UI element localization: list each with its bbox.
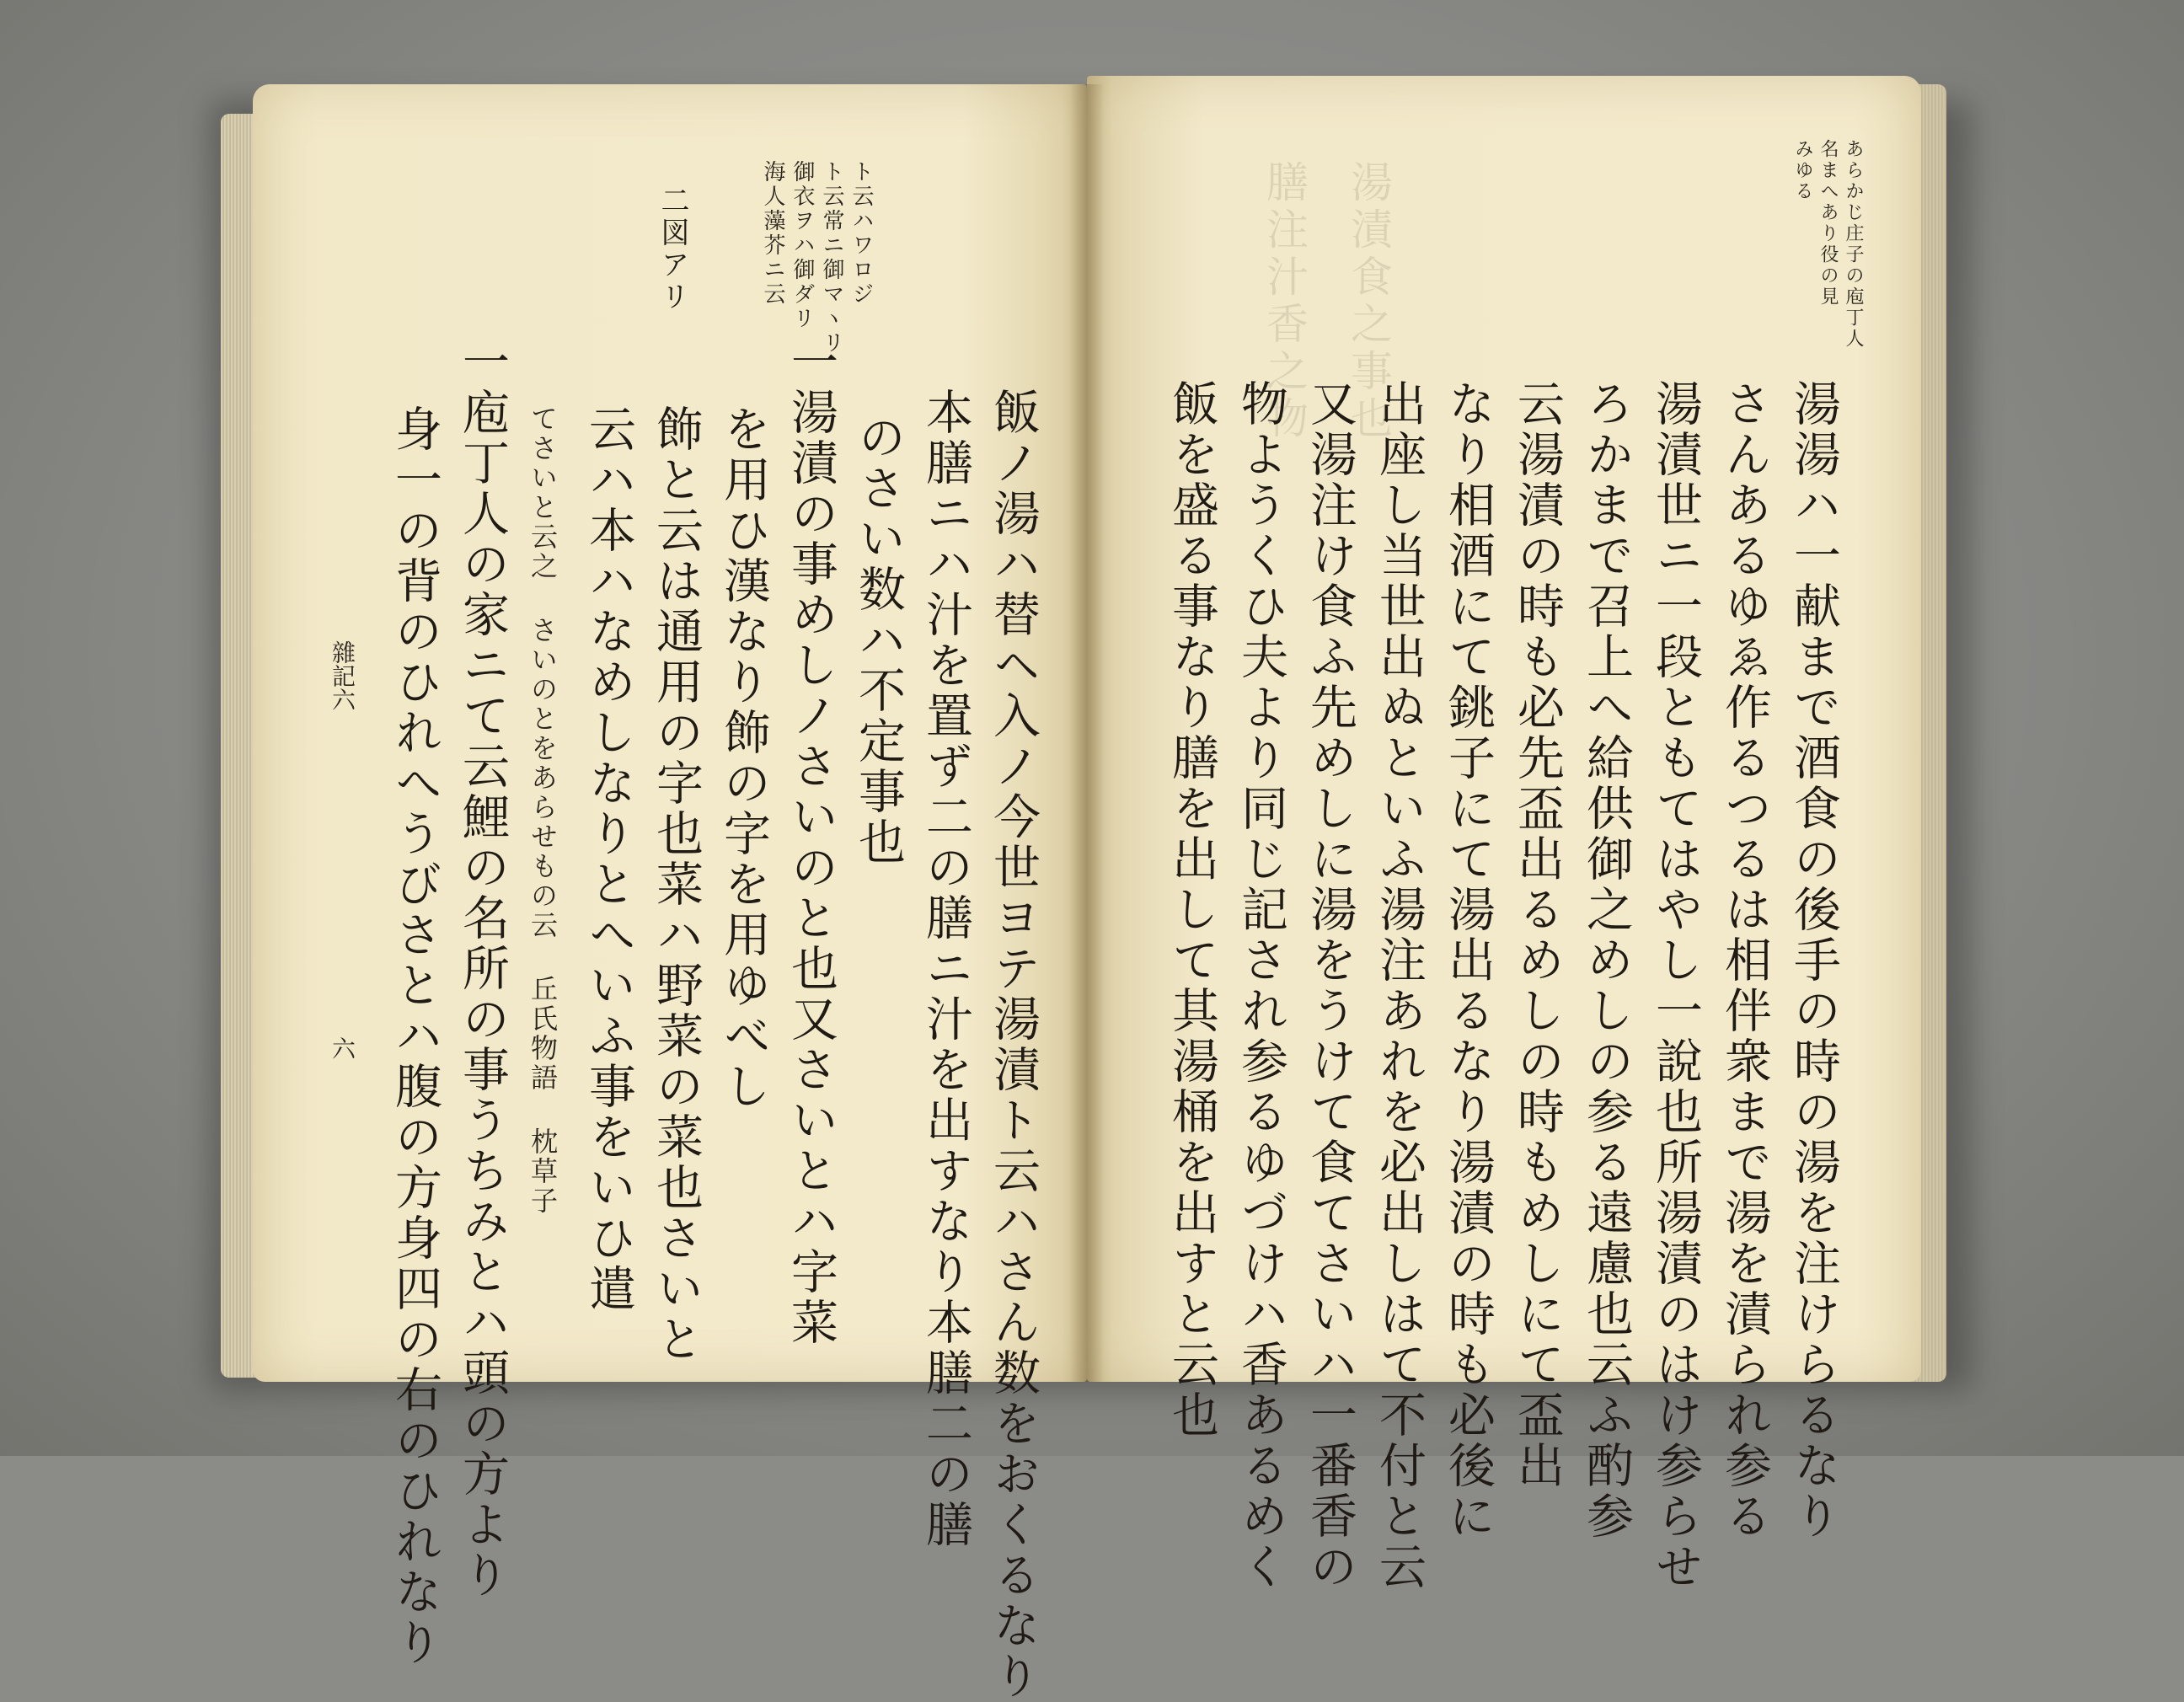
right-column-10: 飯を盛る事なり膳を出して其湯桶を出すと云也	[1164, 379, 1219, 1441]
right-top-note-3: みゆる	[1792, 139, 1813, 202]
show-through-text: 膳注汁香之物	[1260, 160, 1309, 443]
right-column-6: なり相酒にて銚子にて湯出るなり湯漬の時も必後に	[1441, 379, 1496, 1542]
show-through-text: 湯漬食之事也	[1344, 160, 1393, 443]
right-column-2: さんあるゆゑ作るつるは相伴衆まで湯を漬られ参る	[1717, 379, 1772, 1542]
left-column-4: 一湯漬の事めしノさいのと也又さいとハ字菜	[784, 337, 838, 1348]
left-headnote: 二図アリ	[656, 185, 689, 313]
right-top-note-1: あらかじ庄子の庖丁人	[1843, 139, 1864, 350]
running-head: 雜記六	[329, 640, 356, 711]
right-column-5: 云湯漬の時も必先盃出るめしの時もめしにて盃出	[1510, 379, 1565, 1491]
right-column-1: 湯湯ハ一献まで酒食の後手の時の湯を注けらるなり	[1786, 379, 1841, 1542]
left-column-1: 飯ノ湯ハ替ヘ入ノ今世ヨテ湯漬ト云ハさん数をおくるなり	[986, 388, 1041, 1702]
left-column-3: のさい数ハ不定事也	[851, 413, 906, 868]
book-gutter	[1070, 84, 1104, 1382]
left-column-7: 云ハ本ハなめしなりとへいふ事をいひ遣	[581, 404, 636, 1314]
left-marginal-note-4: ト云ハワロジ	[848, 160, 874, 307]
left-column-9: 一庖丁人の家ニて云鯉の名所の事うちみとハ頭の方より	[455, 337, 510, 1601]
left-column-2: 本膳ニハ汁を置ず二の膳ニ汁を出すなり本膳二の膳	[918, 388, 973, 1550]
right-column-8: 又湯注け食ふ先めしに湯をうけて食てさいハ一番香の	[1303, 379, 1357, 1592]
right-column-7: 出座し当世出ぬといふ湯注あれを必出しはて不付と云	[1372, 379, 1427, 1592]
right-column-3: 湯漬世ニ一段ともてはやし一說也所湯漬のはけ参らせ	[1648, 379, 1703, 1592]
left-column-10: 身一の背のひれへうびさとハ腹の方身四の右のひれなり	[388, 404, 442, 1668]
left-marginal-note-3: ト云常ニ御マヽリ	[819, 160, 844, 356]
left-marginal-note-1: 海人藻芥ニ云	[760, 160, 785, 307]
left-page	[253, 84, 1087, 1702]
left-column-5: を用ひ漢なり飾の字を用ゆべし	[716, 404, 771, 1112]
right-column-9: 物ようくひ夫より同じ記され参るゆづけハ香あるめく	[1234, 379, 1288, 1592]
right-top-note-2: 名まへあり役の見	[1817, 139, 1839, 308]
page-number: 六	[329, 1036, 356, 1060]
left-marginal-note-2: 御衣ヲハ御ダリ	[790, 160, 815, 331]
left-column-8: てさいと云之 さいのとをあらせもの云 丘氏物語 枕草子	[527, 404, 559, 1216]
right-column-4: ろかまで召上へ給供御之めしの参る遠慮也云ふ酌参	[1579, 379, 1634, 1542]
right-page	[1087, 76, 1921, 1592]
left-column-6: 飾と云は通用の字也菜ハ野菜の菜也さいと	[649, 404, 704, 1365]
